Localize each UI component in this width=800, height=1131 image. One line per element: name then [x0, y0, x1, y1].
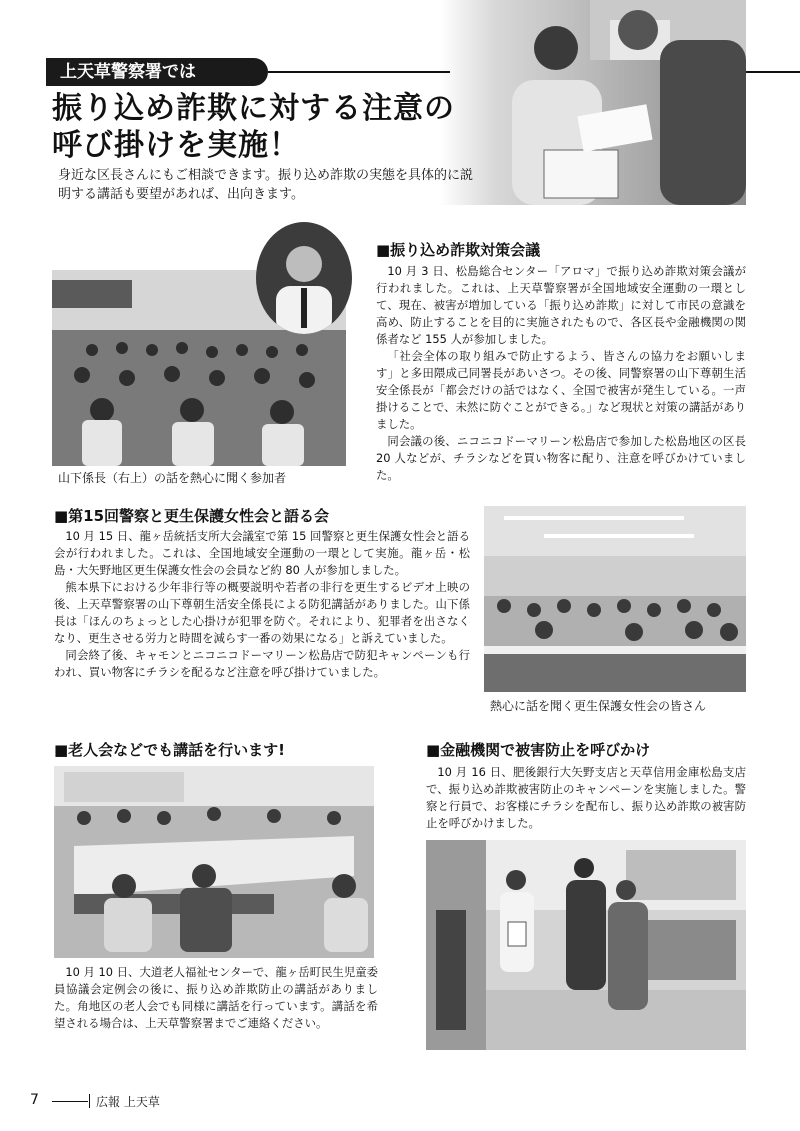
bank-campaign-photo: [426, 840, 746, 1050]
section4-body: [426, 764, 746, 832]
lead-text: 身近な区長さんにもご相談できます。振り込め詐欺の実態を具体的に説明する講話も要望があれば、出向きます。: [58, 168, 473, 202]
page-headline: [52, 90, 472, 164]
section-tag: 上天草警察署では: [46, 58, 268, 86]
speaker-inset-photo: [256, 222, 352, 334]
footer-divider: [89, 1094, 90, 1108]
footer-rule: [52, 1101, 88, 1102]
section4-paragraph: 10 月 16 日、肥後銀行大矢野支店と天草信用金庫松島支店で、振り込め詐欺被害防止のキャンペーンを実施しました。警察と行員で、お客様にチラシを配布し、振り込め詐欺の被害防止を呼びかけました。: [426, 765, 746, 830]
section2-paragraph: 熊本県下における少年非行等の概要説明や若者の非行を更生するビデオ上映の後、上天草警察署の山下尊朝生活安全係長による防犯講話がありました。山下係長は「ほんのちょっとした心掛けが犯罪を防ぐ。それにより、犯罪者を出さなくなり、更生させる労力と時間を減らす一番の効果になる」と訴えていました。: [54, 580, 470, 645]
header-photo-leaflet-handout: [440, 0, 746, 205]
section2-paragraph: 同会終了後、キャモンとニコニコドーマリーン松島店で防犯キャンペーンも行われ、買い物客にチラシを配るなど注意を呼び掛けていました。: [54, 648, 470, 679]
section3-body: [54, 964, 378, 1032]
section1-paragraph: 「社会全体の取り組みで防止するよう、皆さんの協力をお願いします」と多田隈成己同署長があいさつ。その後、同警察署の山下尊朝生活安全係長が「都会だけの話ではなく、全国で被害が発生している。一声掛けることで、未然に防ぐことができる。」など現状と対策の講話がありました。: [376, 349, 746, 431]
tag-rule-divider-right: [746, 71, 800, 73]
section2-caption: 熱心に話を聞く更生保護女性会の皆さん: [490, 699, 707, 713]
elderly-club-talk-photo: [54, 766, 374, 958]
section3-paragraph: 10 月 10 日、大道老人福祉センターで、龍ヶ岳町民生児童委員協議会定例会の後に、振り込め詐欺防止の講話がありました。角地区の老人会でも同様に講話を行っています。講話を希望される場合は、上天草警察署までご連絡ください。: [54, 965, 378, 1030]
section4-title: ■金融機関で被害防止を呼びかけ: [426, 741, 651, 759]
page-number: 7: [30, 1092, 39, 1108]
headline-line-2: 呼び掛けを実施！: [52, 128, 300, 163]
headline-line-1: 振り込め詐欺に対する注意の: [52, 91, 455, 126]
section2-title: ■第15回警察と更生保護女性会と語る会: [54, 507, 330, 525]
section2-paragraph: 10 月 15 日、龍ヶ岳統括支所大会議室で第 15 回警察と更生保護女性会と語る会が行われました。これは、全国地域安全運動の一環として実施。龍ヶ岳・松島・大矢野地区更生保護女性会の会員など約 80 人が参加しました。: [54, 529, 470, 577]
publication-name: 広報 上天草: [96, 1095, 160, 1109]
section1-caption: 山下係長（右上）の話を熱心に聞く参加者: [58, 471, 287, 485]
section1-paragraph: 同会議の後、ニコニコドーマリーン松島店で参加した松島地区の区長 20 人などが、チラシなどを買い物客に配り、注意を呼びかけていました。: [376, 434, 746, 482]
womens-association-meeting-photo: [484, 506, 746, 692]
tag-rule-divider: [268, 71, 450, 73]
section1-body: [376, 263, 746, 484]
section3-title: ■老人会などでも講話を行います!: [54, 741, 286, 759]
section2-body: [54, 528, 470, 681]
section1-paragraph: 10 月 3 日、松島総合センター「アロマ」で振り込め詐欺対策会議が行われました。これは、上天草警察署が全国地域安全運動の一環として、現在、被害が増加している「振り込め詐欺」に対して市民の意識を高め、防止することを目的に実施されたもので、各区長や金融機関の関係者など 155 人が参加しました。: [376, 264, 746, 346]
section1-title: ■振り込め詐欺対策会議: [376, 241, 541, 259]
